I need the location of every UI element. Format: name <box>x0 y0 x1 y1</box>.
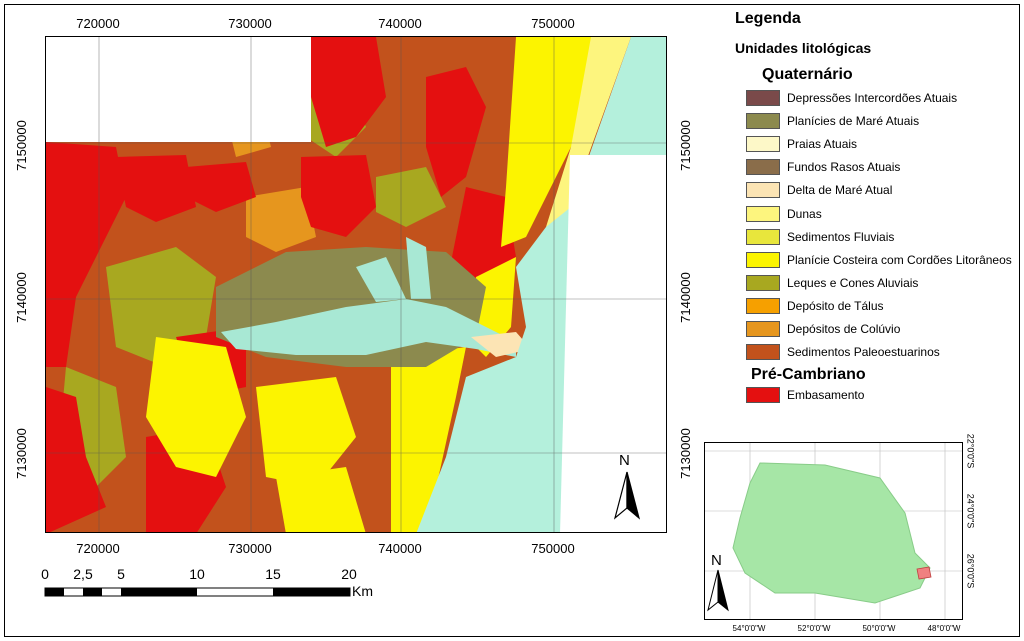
x-tick-bottom-740000: 740000 <box>378 541 422 556</box>
legend-label: Leques e Cones Aluviais <box>787 276 919 290</box>
legend-item <box>746 89 957 107</box>
inset-y-tick-24s: 24°0'0"S <box>965 493 976 529</box>
legend-group-quaternario: Quaternário <box>762 66 853 83</box>
legend-swatch <box>746 136 780 152</box>
north-arrow-icon <box>612 470 642 520</box>
scale-label-0: 0 <box>41 566 49 582</box>
inset-north-label: N <box>711 552 722 569</box>
inset-x-tick-52w: 52°0'0"W <box>797 624 831 633</box>
legend-swatch <box>746 387 780 403</box>
scale-bar <box>44 587 352 597</box>
scale-label-20: 20 <box>341 566 357 582</box>
scale-label-10: 10 <box>189 566 205 582</box>
inset-y-tick-26s: 26°0'0"S <box>965 553 976 589</box>
legend-item <box>746 251 1012 269</box>
legend-swatch <box>746 252 780 268</box>
scale-label-15: 15 <box>265 566 281 582</box>
inset-x-tick-54w: 54°0'0"W <box>732 624 766 633</box>
y-tick-right-7140000: 7140000 <box>677 272 693 323</box>
legend-label: Sedimentos Paleoestuarinos <box>787 345 940 359</box>
scale-unit: Km <box>352 583 373 599</box>
inset-x-tick-50w: 50°0'0"W <box>862 624 896 633</box>
y-tick-left-7150000: 7150000 <box>13 120 29 171</box>
inset-y-tick-22s: 22°0'0"S <box>965 433 976 469</box>
inset-north-arrow-icon <box>706 568 730 612</box>
legend-label: Embasamento <box>787 388 865 402</box>
legend-label: Sedimentos Fluviais <box>787 230 895 244</box>
legend-label: Planície Costeira com Cordões Litorâneos <box>787 253 1012 267</box>
legend-swatch <box>746 344 780 360</box>
scale-label-2-5: 2,5 <box>73 566 93 582</box>
inset-map-svg <box>705 443 963 620</box>
legend-label: Depósitos de Colúvio <box>787 322 901 336</box>
legend-item <box>746 228 894 246</box>
legend-title: Legenda <box>735 10 801 27</box>
legend-item <box>746 343 940 361</box>
legend-swatch <box>746 298 780 314</box>
legend-swatch <box>746 182 780 198</box>
legend-item <box>746 274 918 292</box>
legend-swatch <box>746 321 780 337</box>
geological-map <box>45 36 667 533</box>
legend-label: Depressões Intercordões Atuais <box>787 91 958 105</box>
legend-label: Depósito de Tálus <box>787 299 884 313</box>
x-tick-top-750000: 750000 <box>531 16 575 31</box>
inset-x-tick-48w: 48°0'0"W <box>927 624 961 633</box>
x-tick-top-720000: 720000 <box>76 16 120 31</box>
scale-label-5: 5 <box>117 566 125 582</box>
legend-label: Dunas <box>787 207 822 221</box>
legend-swatch <box>746 206 780 222</box>
legend-swatch <box>746 275 780 291</box>
legend-item <box>746 112 919 130</box>
north-label: N <box>619 452 630 469</box>
x-tick-bottom-730000: 730000 <box>228 541 272 556</box>
inset-map <box>704 442 963 620</box>
legend-item <box>746 297 884 315</box>
legend-item <box>746 205 822 223</box>
legend-label: Fundos Rasos Atuais <box>787 160 901 174</box>
x-tick-top-730000: 730000 <box>228 16 272 31</box>
legend-label: Praias Atuais <box>787 137 858 151</box>
y-tick-left-7130000: 7130000 <box>13 428 29 479</box>
legend-swatch <box>746 90 780 106</box>
legend-item <box>746 158 900 176</box>
legend-group-pre-cambriano: Pré-Cambriano <box>751 366 866 383</box>
legend-swatch <box>746 229 780 245</box>
legend-item <box>746 320 900 338</box>
legend-label: Delta de Maré Atual <box>787 183 893 197</box>
legend-item <box>746 135 857 153</box>
legend-label: Planícies de Maré Atuais <box>787 114 920 128</box>
x-tick-bottom-720000: 720000 <box>76 541 120 556</box>
x-tick-bottom-750000: 750000 <box>531 541 575 556</box>
geological-map-svg <box>46 37 667 533</box>
legend-item <box>746 181 892 199</box>
x-tick-top-740000: 740000 <box>378 16 422 31</box>
y-tick-right-7130000: 7130000 <box>677 428 693 479</box>
legend-item <box>746 386 864 404</box>
legend-swatch <box>746 113 780 129</box>
legend-swatch <box>746 159 780 175</box>
legend-subtitle: Unidades litológicas <box>735 40 872 56</box>
y-tick-right-7150000: 7150000 <box>677 120 693 171</box>
y-tick-left-7140000: 7140000 <box>13 272 29 323</box>
